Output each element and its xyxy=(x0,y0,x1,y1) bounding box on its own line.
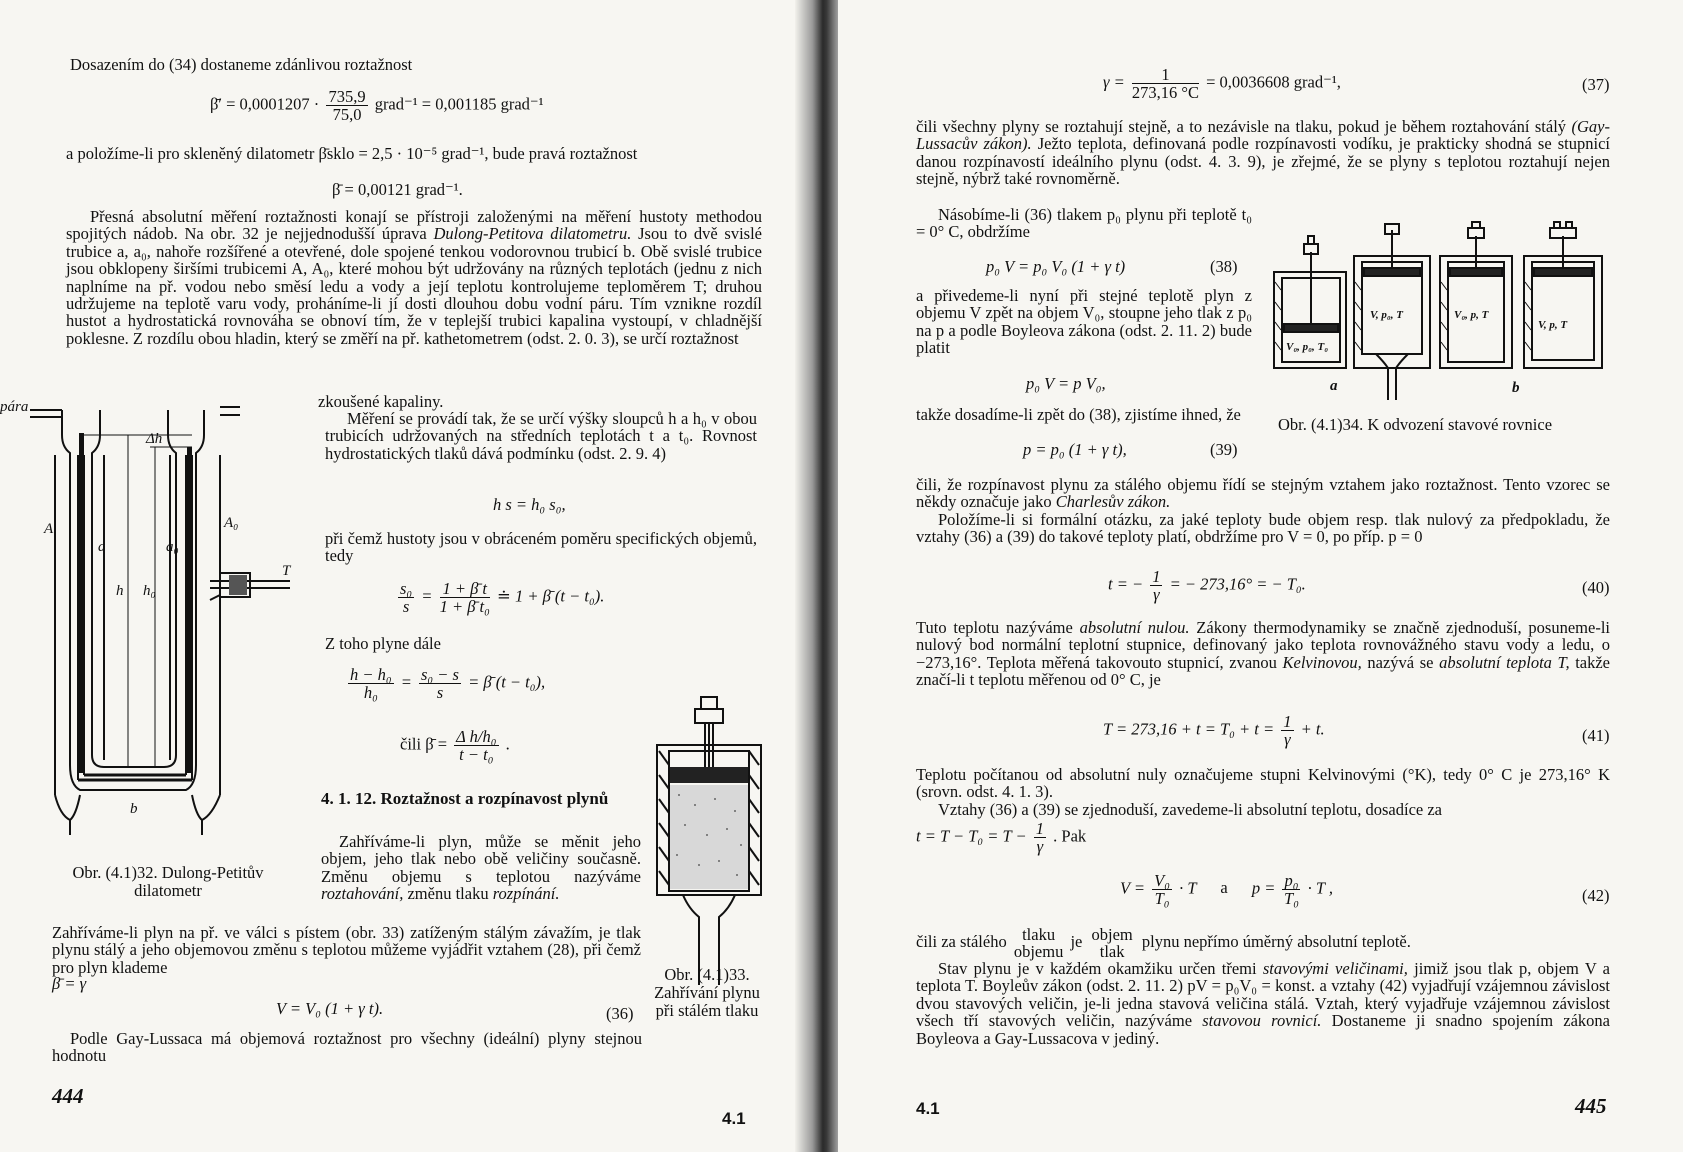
label-b: b xyxy=(130,801,138,817)
right-page xyxy=(838,0,1683,1152)
equation-number: (40) xyxy=(1582,578,1610,597)
paragraph: Vztahy (36) a (39) se zjednoduší, zavedeme-li absolutní teplotu, dosadíce za xyxy=(938,800,1442,819)
state-equation-figure xyxy=(1270,222,1610,400)
equation-number: (39) xyxy=(1210,440,1238,459)
label-h0: h₀ xyxy=(143,583,156,599)
equation: V = V₀ (1 + γ t). xyxy=(276,999,384,1018)
page-number: 445 xyxy=(1575,1094,1607,1118)
paragraph: a přivedeme-li nyní při stejné teplotě plyn z objemu V zpět na objem V₀, stoupne jeho tlak z p₀ na p a podle Boyleova zákona (odst. 2. 11. 2) bude platit xyxy=(916,286,1252,358)
label-a: a xyxy=(98,539,106,555)
equation: t = T − T₀ = T − $\frac{1}{\gamma}$ . Pak xyxy=(916,819,1087,856)
paragraph: Zahříváme-li plyn na př. ve válci s pístem (obr. 33) zatíženým stálým závažím, je tlak plynu stálý a jeho objemovou změnu s teplotou můžeme vyjádřit vztahem (28), při čemž pro plyn klademe xyxy=(52,923,641,977)
text-line: a položíme-li pro skleněný dilatometr β̄sklo = 2,5 · 10⁻⁵ grad⁻¹, bude pravá roztažnost xyxy=(66,144,638,163)
dulong-petit-dilatometer-figure xyxy=(0,395,320,855)
text-line: Z toho plyne dále xyxy=(325,634,441,653)
left-page xyxy=(0,0,810,1152)
equation: h s = h₀ s₀, xyxy=(493,495,566,514)
figure-caption: Obr. (4.1)33. Zahřívání plynu při stálém tlaku xyxy=(654,965,760,1020)
paragraph: Násobíme-li (36) tlakem p₀ plynu při teplotě t₀ = 0° C, obdržíme xyxy=(916,205,1252,242)
equation: $\frac{\text{h − h₀}}{\text{h₀}}$ = $\frac{\text{s₀ − s}}{s}$ = β̄ (t − t₀), xyxy=(350,665,546,702)
equation-number: (38) xyxy=(1210,257,1238,276)
paragraph: Teplotu počítanou od absolutní nuly označujeme stupni Kelvinovými (°K), tedy 0° C je 273,16° K (srovn. odst. 4. 1. 3). xyxy=(916,765,1610,802)
paragraph: Stav plynu je v každém okamžiku určen třemi stavovými veličinami, jimiž jsou tlak p, objem V a teplota T. Boyleův zákon (odst. 2. 11. 2) pV = p₀V₀ = konst. a vztahy (42) vyjadřují vzájemnou závislost dvou stavových veličin, je-li jedna stavová veličina stálá. Vztah, který vyjadřuje vzájemnou závislost všech tří stavových veličin, nazýváme stavovou rovnicí. Dostaneme ji snadno spojením zákona Boyleova a Gay-Lussacova v jediný. xyxy=(916,959,1611,1048)
label-h: h xyxy=(116,583,124,599)
equation: p₀ V = p V₀, xyxy=(1026,374,1106,393)
text-line: Dosazením do (34) dostaneme zdánlivou roztažnost xyxy=(70,55,413,74)
equation: β̄ = γ xyxy=(52,974,87,993)
paragraph: Tuto teplotu nazýváme absolutní nulou. Zákony thermodynamiky se značně zjednoduší, posuneme-li nulový bod normální teplotní stupnice, definovaný jako teplota rovnovážného stavu vody a ledu, o −273,16°. Teplota měřená takovouto stupnicí, zvanou Kelvinovou, nazývá se absolutní teplota T, takže značí-li t teplotu měřenou od 0° C, je xyxy=(916,618,1610,690)
equation-number: (42) xyxy=(1582,886,1610,905)
equation-number: (36) xyxy=(606,1004,634,1023)
equation-number: (37) xyxy=(1582,75,1610,94)
text-line: čili za stálého tlaku objemu je objem tlak plynu nepřímo úměrný absolutní teplotě. xyxy=(916,925,1411,961)
equation: V = $\frac{\text{V₀}}{\text{T₀}}$ · T a p = $\frac{\text{p₀}}{\text{T₀}}$ · T , xyxy=(1120,871,1333,908)
label-a: a xyxy=(1330,378,1338,394)
state-label-1: V₀, p₀, T₀ xyxy=(1286,341,1329,353)
figure-caption: Obr. (4.1)34. K odvození stavové rovnice xyxy=(1278,415,1553,434)
label-para: pára xyxy=(0,399,29,415)
equation: čili β̄ = $\frac{\text{Δ h/h₀}}{\text{t − t₀}}$ . xyxy=(400,727,510,764)
equation: $\frac{\text{s₀}}{s}$ = $\frac{1 + \betā t}{\text{1 + β̄ t₀}}$ ≐ 1 + β̄ (t − t₀). xyxy=(400,579,605,616)
equation: γ = $\frac{1}{273,16 ^\circ C}$ = 0,0036608 grad⁻¹, xyxy=(1103,65,1341,102)
label-A0: A₀ xyxy=(224,515,239,531)
paragraph: čili, že rozpínavost plynu za stálého objemu řídí se stejným vztahem jako roztažnost. Tento vzorec se někdy označuje jako Charlesův zákon. xyxy=(916,475,1610,512)
section-heading: 4. 1. 12. Roztažnost a rozpínavost plynů xyxy=(321,789,609,808)
text-line: zkoušené kapaliny. xyxy=(318,392,444,411)
paragraph: Měření se provádí tak, že se určí výšky sloupců h a h₀ v obou trubicích udržovaných na středních teplotách t a t₀. Rovnost hydrostatických tlaků dává podmínku (odst. 2. 9. 4) xyxy=(325,409,757,463)
paragraph: čili všechny plyny se roztahují stejně, a to nezávisle na tlaku, pokud je během roztahování stálý (Gay-Lussacův zákon). Ježto teplota, definovaná podle rozpínavosti vodíku, je prakticky shodná se stupnicí danou rozpínavostí ideálního plynu (odst. 4. 3. 9), je zřejmé, že se plyny s teplotou roztahují nejen stejně, nýbrž také rovnoměrně. xyxy=(916,117,1610,189)
paragraph: Přesná absolutní měření roztažnosti konají se přístroji založenými na měření hustoty methodou spojitých nádob. Na obr. 32 je nejjednodušší úprava Dulong-Petitova dilatometru. Jsou to dvě svislé trubice a, a₀, nahoře rozšířené a otevřené, dole spojené tenkou vodorovnou trubicí b. Obě svislé trubice jsou obklopeny širšími trubicemi A, A₀, které mohou být udržovány na různých teplotách (jednu z nich naplníme na př. vodou nebo směsí ledu a vody a její teplotu kontrolujeme teploměrem T; druhou udržujeme na teplotě varu vody, proháníme-li jí dosti dlouhou dobu vodní páru. Tím vznikne rozdíl hustot a hydrostatická rovnováha se obnoví tím, že v teplejší trubici kapalina vystoupí, v chladnější poklesne. Z rozdílu obou hladin, který se změří na př. kathetometrem (odst. 2. 0. 3), se určí roztažnost xyxy=(66,207,762,348)
paragraph: při čemž hustoty jsou v obráceném poměru specifických objemů, tedy xyxy=(325,529,757,566)
figure-caption: Obr. (4.1)32. Dulong-Petitův dilatometr xyxy=(72,863,264,900)
paragraph: takže dosadíme-li zpět do (38), zjistíme ihned, že xyxy=(916,405,1241,424)
label-A: A xyxy=(44,521,54,537)
equation: p₀ V = p₀ V₀ (1 + γ t) xyxy=(986,257,1126,276)
state-label-4: V, p, T xyxy=(1538,319,1568,331)
equation: β̄ = 0,00121 grad⁻¹. xyxy=(332,180,463,199)
page-number: 444 xyxy=(52,1084,84,1108)
footer-chapter: 4.1 xyxy=(916,1099,940,1118)
label-T: T xyxy=(282,563,291,579)
equation-number: (41) xyxy=(1582,726,1610,745)
equation: t = − $\frac{1}{\gamma}$ = − 273,16° = − T₀. xyxy=(1108,567,1306,604)
state-label-2: V, p₀, T xyxy=(1370,309,1403,321)
label-a0: a₀ xyxy=(166,539,179,555)
paragraph: Podle Gay-Lussaca má objemová roztažnost pro všechny (ideální) plyny stejnou hodnotu xyxy=(52,1029,642,1066)
label-dh: Δh xyxy=(146,431,163,447)
paragraph: Položíme-li si formální otázku, za jaké teploty bude objem resp. tlak nulový za předpokladu, že vztahy (36) a (39) do takové teploty platí, obdržíme pro V = 0, po příp. p = 0 xyxy=(916,510,1610,547)
state-label-3: V₀, p, T xyxy=(1454,309,1489,321)
footer-chapter: 4.1 xyxy=(722,1109,746,1128)
equation: p = p₀ (1 + γ t), xyxy=(1023,440,1127,459)
equation: T = 273,16 + t = T₀ + t = $\frac{1}{\gamma}$ + t. xyxy=(1103,712,1325,749)
piston-cylinder-figure xyxy=(655,695,765,985)
label-b: b xyxy=(1512,380,1520,396)
equation: β̄′ = 0,0001207 · $\frac{735,9}{75,0}$ grad⁻¹ = 0,001185 grad⁻¹ xyxy=(210,87,544,124)
paragraph: Zahříváme-li plyn, může se měnit jeho objem, jeho tlak nebo obě veličiny současně. Změnu objemu s teplotou nazýváme roztahování, změnu tlaku rozpínání. xyxy=(321,832,641,904)
